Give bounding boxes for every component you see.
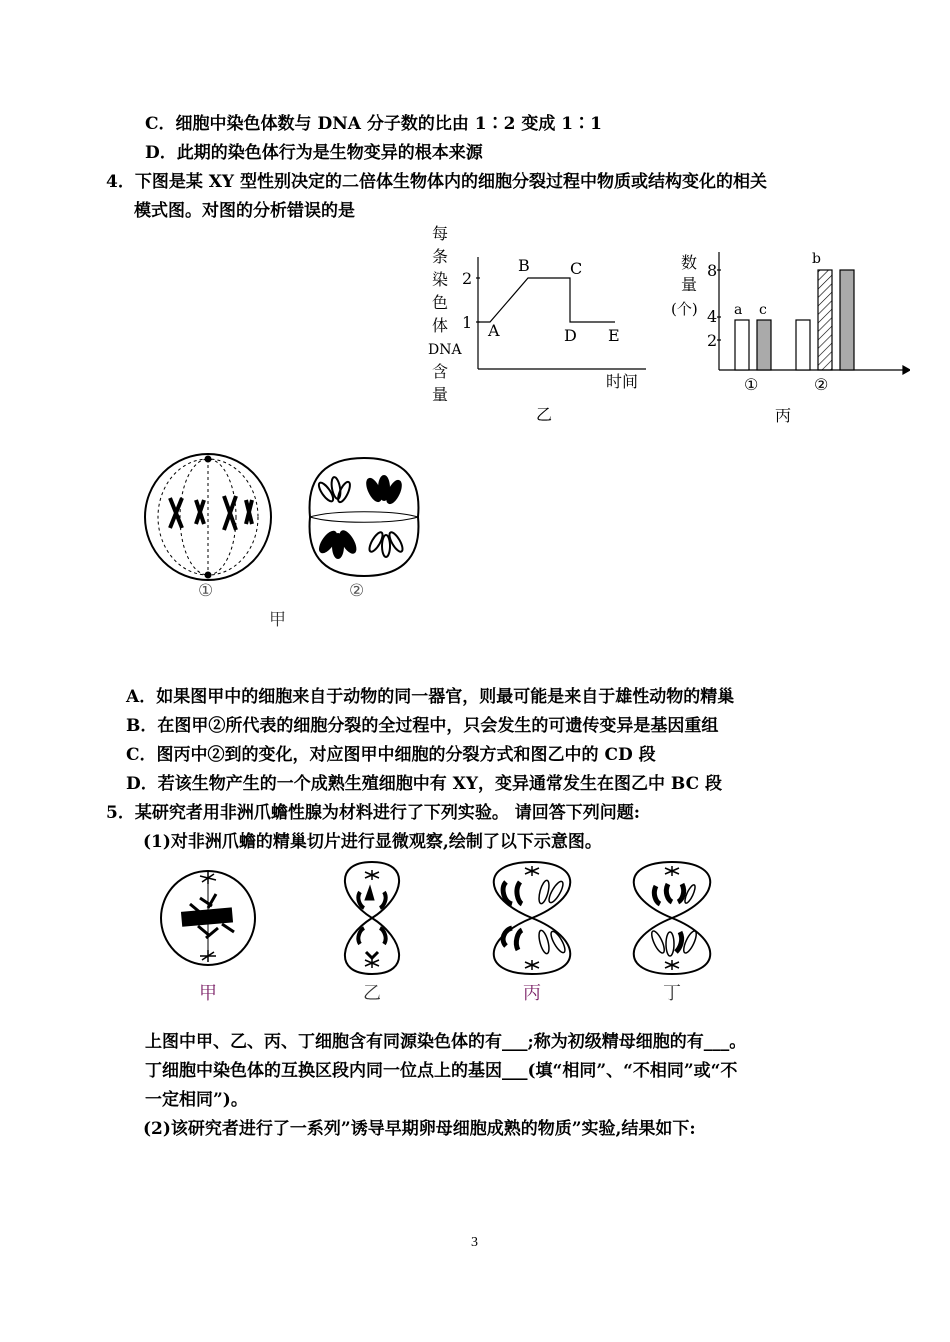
bing-bar-a-1 [735, 320, 749, 370]
q5-cell-ding [634, 862, 711, 974]
yi-ylabel-char: 每 [432, 224, 449, 243]
bing-bar-c-2 [840, 270, 854, 370]
bing-bar-b-2 [818, 270, 832, 370]
q5-label-yi: 乙 [363, 983, 381, 1004]
yi-tick-1: 1 [462, 313, 473, 332]
q5-paragraph-1: 上图中甲、乙、丙、丁细胞含有同源染色体的有___;称为初级精母细胞的有___。 [145, 1032, 747, 1052]
yi-point-e: E [608, 326, 620, 345]
q4-option-c: C．图丙中②到的变化，对应图甲中细胞的分裂方式和图乙中的 CD 段 [126, 745, 656, 765]
yi-point-a: A [488, 321, 500, 340]
q5-paragraph-3: 一定相同”)。 [145, 1090, 248, 1110]
yi-ylabel-char: 色 [432, 293, 449, 312]
bing-bar-c-1 [757, 320, 771, 370]
q4-option-b: B．在图甲②所代表的细胞分裂的全过程中，只会发生的可遗传变异是基因重组 [126, 716, 719, 736]
yi-ylabel-char: 体 [432, 316, 449, 335]
jia-label-2: ② [349, 581, 365, 601]
q5-cell-jia [161, 871, 255, 965]
bing-tick-8: 8 [707, 261, 718, 280]
bing-ylabel-char: 量 [681, 275, 698, 294]
bing-tick-4: 4 [707, 307, 718, 326]
q5-sub1: (1)对非洲爪蟾的精巢切片进行显微观察,绘制了以下示意图。 [143, 832, 602, 852]
bing-group-1: ① [744, 375, 759, 394]
yi-tick-2: 2 [462, 269, 473, 288]
q5-stem: 5．某研究者用非洲爪蟾性腺为材料进行了下列实验。 请回答下列问题: [106, 803, 641, 823]
q4-stem-line1: 4．下图是某 XY 型性别决定的二倍体生物体内的细胞分裂过程中物质或结构变化的相关 [106, 172, 767, 192]
yi-point-d: D [564, 326, 577, 345]
bing-ylabel-char: 数 [681, 253, 698, 272]
page-number: 3 [471, 1235, 478, 1250]
yi-point-c: C [570, 259, 583, 278]
yi-xlabel: 时间 [606, 372, 639, 391]
bing-bar-a-2 [796, 320, 810, 370]
q5-label-bing: 丙 [523, 983, 541, 1004]
jia-caption: 甲 [269, 610, 286, 630]
yi-ylabel-char: 染 [432, 270, 449, 289]
bing-ylabel-char: (个) [671, 300, 698, 318]
jia-cell-2 [310, 458, 419, 576]
yi-caption: 乙 [536, 405, 553, 424]
figure-q5-cells [160, 858, 730, 1008]
yi-ylabel-char: 量 [432, 385, 449, 404]
q5-label-jia: 甲 [199, 983, 217, 1004]
bing-caption: 丙 [775, 406, 792, 425]
q4-stem-line2: 模式图。对图的分析错误的是 [134, 201, 355, 221]
yi-ylabel-char: 条 [432, 247, 449, 266]
jia-label-1: ① [198, 581, 214, 601]
yi-point-b: B [518, 256, 530, 275]
yi-ylabel-char: DNA [428, 342, 462, 358]
bing-tick-2: 2 [707, 331, 718, 350]
q5-label-ding: 丁 [663, 983, 681, 1004]
bing-label-c: c [759, 302, 767, 318]
bing-group-2: ② [814, 375, 829, 394]
q3-option-d: D．此期的染色体行为是生物变异的根本来源 [145, 143, 483, 163]
q3-option-c: C．细胞中染色体数与 DNA 分子数的比由 1∶2 变成 1∶1 [145, 114, 602, 134]
q5-cell-bing [494, 862, 571, 974]
q4-option-a: A．如果图甲中的细胞来自于动物的同一器官，则最可能是来自于雄性动物的精巢 [126, 687, 735, 707]
figure-yi [420, 215, 660, 430]
jia-cell-1 [145, 454, 271, 580]
q4-option-d: D．若该生物产生的一个成熟生殖细胞中有 XY，变异通常发生在图乙中 BC 段 [126, 774, 723, 794]
figure-jia [138, 450, 438, 635]
yi-ylabel-char: 含 [432, 362, 449, 381]
q5-paragraph-2: 丁细胞中染色体的互换区段内同一位点上的基因___(填“相同”、“不相同”或“不 [145, 1061, 738, 1081]
q5-sub2: (2)该研究者进行了一系列”诱导早期卵母细胞成熟的物质”实验,结果如下: [143, 1119, 696, 1139]
bing-label-a: a [734, 302, 743, 318]
bing-label-b: b [812, 251, 821, 267]
yi-dna-curve [478, 278, 615, 322]
q5-cell-yi [345, 862, 399, 974]
figure-bing [665, 238, 910, 430]
